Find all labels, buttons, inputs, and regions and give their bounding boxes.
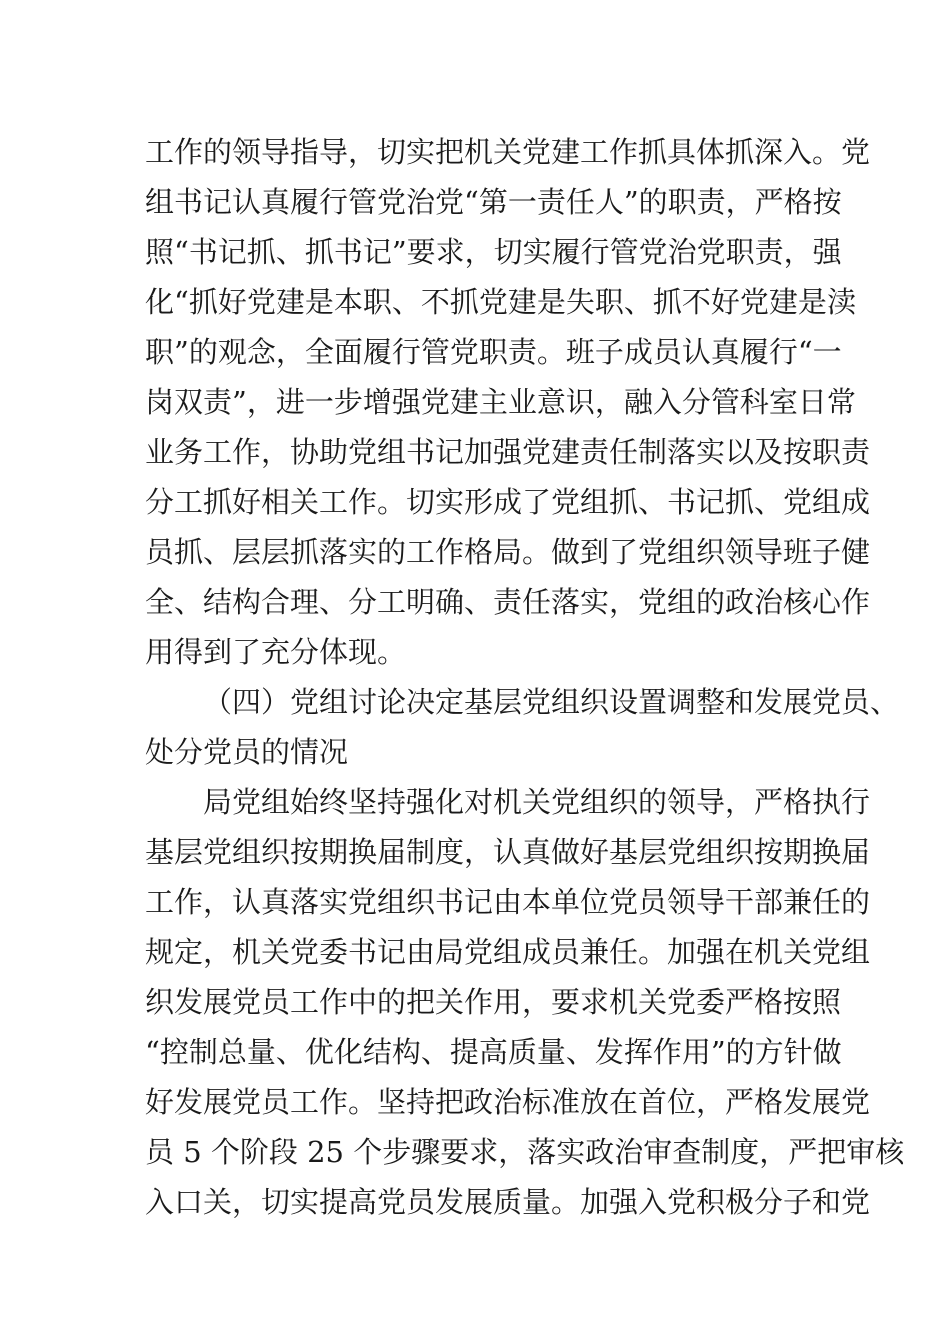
body-text-line: “控制总量、优化结构、提高质量、发挥作用”的方针做 (145, 1035, 842, 1069)
body-text-line: 组书记认真履行管党治党“第一责任人”的职责，严格按 (145, 185, 842, 219)
body-text-line: 员 5 个阶段 25 个步骤要求，落实政治审查制度，严把审核 (145, 1135, 905, 1169)
body-text-line: 局党组始终坚持强化对机关党组织的领导，严格执行 (203, 785, 871, 819)
body-text-line: 基层党组织按期换届制度，认真做好基层党组织按期换届 (145, 835, 871, 869)
body-text-line: 入口关，切实提高党员发展质量。加强入党积极分子和党 (145, 1185, 871, 1219)
body-text-line: 化“抓好党建是本职、不抓党建是失职、抓不好党建是渎 (145, 285, 856, 319)
body-text-line: 工作的领导指导，切实把机关党建工作抓具体抓深入。党 (145, 135, 871, 169)
body-text-line: 好发展党员工作。坚持把政治标准放在首位，严格发展党 (145, 1085, 871, 1119)
body-text-line: 织发展党员工作中的把关作用，要求机关党委严格按照 (145, 985, 842, 1019)
body-text-line: 业务工作，协助党组书记加强党建责任制落实以及按职责 (145, 435, 871, 469)
body-text-line: 职”的观念，全面履行管党职责。班子成员认真履行“一 (145, 335, 842, 369)
body-text-line: 全、结构合理、分工明确、责任落实，党组的政治核心作 (145, 585, 871, 619)
body-text-line: 照“书记抓、抓书记”要求，切实履行管党治党职责，强 (145, 235, 842, 269)
body-text-line: 规定，机关党委书记由局党组成员兼任。加强在机关党组 (145, 935, 871, 969)
body-text-line: 用得到了充分体现。 (145, 635, 407, 669)
body-text-line: 员抓、层层抓落实的工作格局。做到了党组织领导班子健 (145, 535, 871, 569)
section-heading-line: （四）党组讨论决定基层党组织设置调整和发展党员、 (203, 685, 900, 719)
body-text-line: 岗双责”，进一步增强党建主业意识，融入分管科室日常 (145, 385, 856, 419)
body-text-line: 分工抓好相关工作。切实形成了党组抓、书记抓、党组成 (145, 485, 871, 519)
section-heading-line: 处分党员的情况 (145, 735, 349, 769)
body-text-line: 工作，认真落实党组织书记由本单位党员领导干部兼任的 (145, 885, 871, 919)
